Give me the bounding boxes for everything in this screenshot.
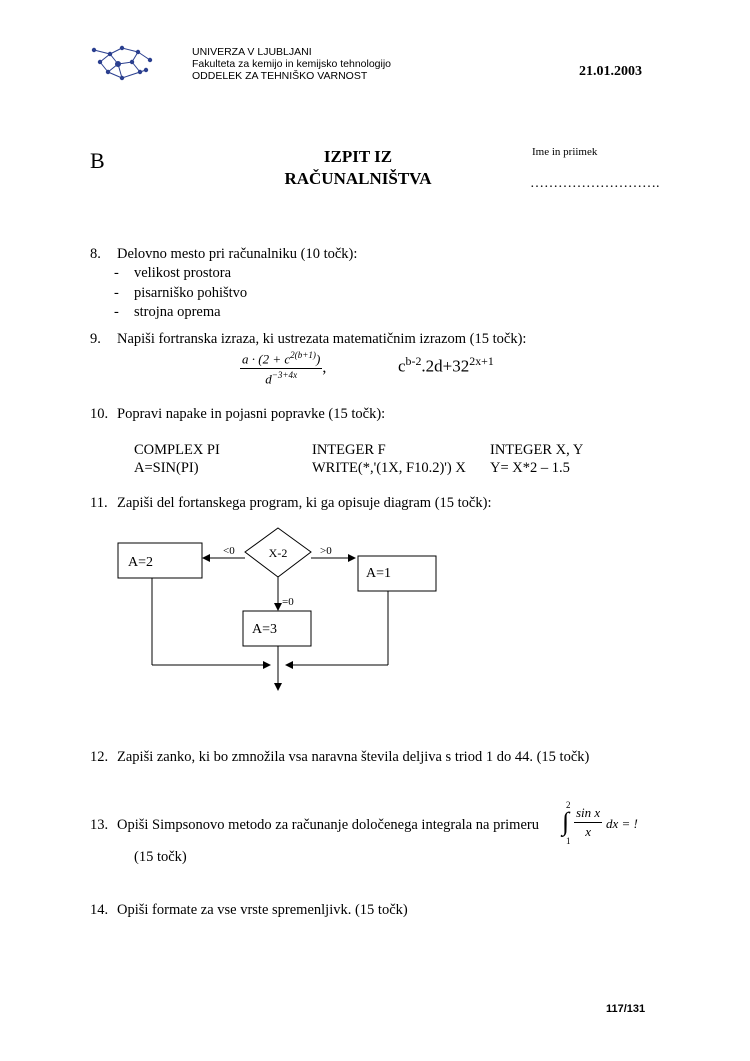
code-row-2-col-2: WRITE(*,'(1X, F10.2)') X — [312, 460, 466, 476]
question-9-number: 9. — [90, 331, 101, 347]
exam-title-line2: RAČUNALNIŠTVA — [284, 169, 432, 188]
department-name: ODDELEK ZA TEHNIŠKO VARNOST — [192, 70, 368, 82]
question-12-text: Zapiši zanko, ki bo zmnožila vsa naravna števila deljiva s triod 1 do 44. (15 točk) — [117, 749, 590, 765]
question-13-points: (15 točk) — [134, 849, 187, 865]
list-item: - pisarniško pohištvo — [114, 284, 248, 301]
greater-than-label: >0 — [320, 545, 332, 557]
integral-tail: dx = ! — [606, 816, 638, 831]
bottom-box-label: A=3 — [252, 622, 278, 637]
integral-sign: ∫ — [562, 807, 570, 836]
question-14-number: 14. — [90, 902, 109, 918]
question-8-text: Delovno mesto pri računalniku (10 točk): — [117, 246, 358, 262]
page-number: 117/131 — [606, 1003, 646, 1015]
faculty-name: Fakulteta za kemijo in kemijsko tehnologijo — [192, 58, 392, 70]
right-box-label: A=1 — [366, 566, 392, 581]
exam-variant: B — [90, 148, 105, 173]
decision-label: X-2 — [268, 546, 288, 560]
integral-fraction: $\frac{\text{sin x}}{x}$ — [576, 805, 601, 839]
code-row-1-col-2: INTEGER F — [312, 442, 386, 458]
code-row-2-col-3: Y= X*2 – 1.5 — [490, 460, 570, 476]
list-item: - velikost prostora — [114, 265, 232, 281]
question-12-number: 12. — [90, 749, 109, 765]
equal-label: =0 — [282, 596, 294, 608]
question-11-number: 11. — [90, 495, 108, 511]
question-13-number: 13. — [90, 817, 109, 833]
question-10-number: 10. — [90, 406, 109, 422]
question-10-text: Popravi napake in pojasni popravke (15 točk): — [117, 406, 386, 422]
code-row-1-col-1: COMPLEX PI — [134, 442, 220, 458]
question-8-number: 8. — [90, 246, 101, 262]
integral-lower: 1 — [566, 836, 571, 846]
exam-title-line1: IZPIT IZ — [323, 147, 393, 166]
question-14-text: Opiši formate za vse vrste spremenljivk. (15 točk) — [117, 902, 408, 918]
name-label: Ime in priimek — [532, 146, 598, 158]
list-item: - strojna oprema — [114, 304, 221, 320]
exam-date: 21.01.2003 — [579, 64, 642, 79]
formula-1: $\frac{a \cdot (2 + c^{2(b+1)})}{d^{-3+4x}}$ , — [242, 350, 327, 387]
code-row-1-col-3: INTEGER X, Y — [490, 442, 584, 458]
code-row-2-col-1: A=SIN(PI) — [134, 460, 199, 476]
integral-upper: 2 — [566, 800, 571, 810]
question-13-text: Opiši Simpsonovo metodo za računanje določenega integrala na primeru — [117, 817, 539, 833]
formula-2: $c^{b-2}.2d+32^{2x+1}$ — [398, 354, 494, 376]
question-9-text: Napiši fortranska izraza, ki ustrezata matematičnim izrazom (15 točk): — [117, 331, 527, 347]
name-field[interactable]: ………………………. — [530, 176, 660, 191]
question-11-text: Zapiši del fortanskega program, ki ga opisuje diagram (15 točk): — [117, 495, 492, 511]
less-than-label: <0 — [223, 545, 235, 557]
left-box-label: A=2 — [128, 555, 154, 570]
university-name: UNIVERZA V LJUBLJANI — [192, 46, 312, 58]
